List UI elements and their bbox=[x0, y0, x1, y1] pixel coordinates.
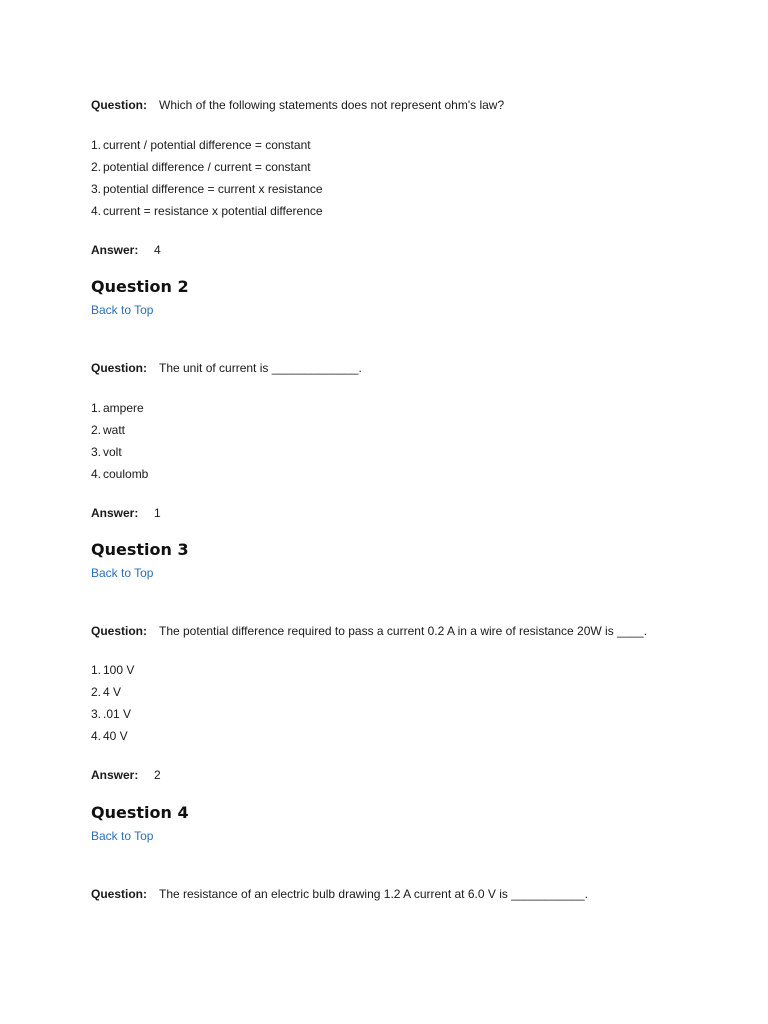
question-text: The unit of current is _____________. bbox=[159, 361, 362, 375]
question-label: Question: bbox=[91, 887, 147, 901]
question-heading: Question 4 bbox=[91, 803, 189, 822]
list-item bbox=[91, 400, 148, 422]
question-label: Question: bbox=[91, 361, 147, 375]
answer-line bbox=[91, 242, 161, 258]
list-item bbox=[91, 706, 134, 728]
question-line bbox=[91, 360, 362, 376]
answer-line bbox=[91, 767, 161, 783]
question-text: The resistance of an electric bulb drawing 1.2 A current at 6.0 V is ___________. bbox=[159, 887, 588, 901]
list-item bbox=[91, 137, 323, 159]
option-number: 1. bbox=[91, 663, 102, 677]
option-text: potential difference / current = constant bbox=[103, 160, 311, 174]
option-text: potential difference = current x resistance bbox=[103, 182, 323, 196]
back-to-top-link[interactable]: Back to Top bbox=[91, 829, 154, 843]
option-number: 1. bbox=[91, 401, 102, 415]
answer-label: Answer: bbox=[91, 506, 139, 520]
option-number: 3. bbox=[91, 707, 102, 721]
question-label: Question: bbox=[91, 98, 147, 112]
option-number: 2. bbox=[91, 685, 102, 699]
option-text: coulomb bbox=[103, 467, 149, 481]
question-line bbox=[91, 97, 504, 113]
option-number: 1. bbox=[91, 138, 102, 152]
options-list bbox=[91, 662, 134, 750]
option-number: 2. bbox=[91, 160, 102, 174]
option-text: volt bbox=[103, 445, 122, 459]
list-item bbox=[91, 684, 134, 706]
list-item bbox=[91, 444, 148, 466]
list-item bbox=[91, 466, 148, 488]
back-to-top-link[interactable]: Back to Top bbox=[91, 566, 154, 580]
list-item bbox=[91, 159, 323, 181]
list-item bbox=[91, 181, 323, 203]
options-list bbox=[91, 400, 148, 488]
list-item bbox=[91, 422, 148, 444]
option-number: 4. bbox=[91, 467, 102, 481]
question-line bbox=[91, 623, 647, 639]
options-list bbox=[91, 137, 323, 225]
option-text: 40 V bbox=[103, 729, 128, 743]
answer-line bbox=[91, 505, 161, 521]
option-text: 4 V bbox=[103, 685, 122, 699]
question-heading: Question 3 bbox=[91, 540, 189, 559]
list-item bbox=[91, 728, 134, 750]
list-item bbox=[91, 203, 323, 225]
option-number: 4. bbox=[91, 729, 102, 743]
option-number: 3. bbox=[91, 182, 102, 196]
answer-value: 2 bbox=[154, 768, 161, 782]
option-text: current = resistance x potential difference bbox=[103, 204, 323, 218]
question-text: The potential difference required to pass a current 0.2 A in a wire of resistance 20W is ____. bbox=[159, 624, 648, 638]
option-number: 2. bbox=[91, 423, 102, 437]
option-text: current / potential difference = constant bbox=[103, 138, 311, 152]
option-number: 3. bbox=[91, 445, 102, 459]
option-number: 4. bbox=[91, 204, 102, 218]
option-text: 100 V bbox=[103, 663, 135, 677]
option-text: watt bbox=[103, 423, 126, 437]
question-heading: Question 2 bbox=[91, 277, 189, 296]
answer-label: Answer: bbox=[91, 768, 139, 782]
question-line bbox=[91, 886, 588, 902]
list-item bbox=[91, 662, 134, 684]
back-to-top-link[interactable]: Back to Top bbox=[91, 303, 154, 317]
answer-value: 1 bbox=[154, 506, 161, 520]
option-text: .01 V bbox=[103, 707, 132, 721]
answer-label: Answer: bbox=[91, 243, 139, 257]
option-text: ampere bbox=[103, 401, 144, 415]
question-text: Which of the following statements does not represent ohm's law? bbox=[159, 98, 505, 112]
answer-value: 4 bbox=[154, 243, 161, 257]
question-label: Question: bbox=[91, 624, 147, 638]
